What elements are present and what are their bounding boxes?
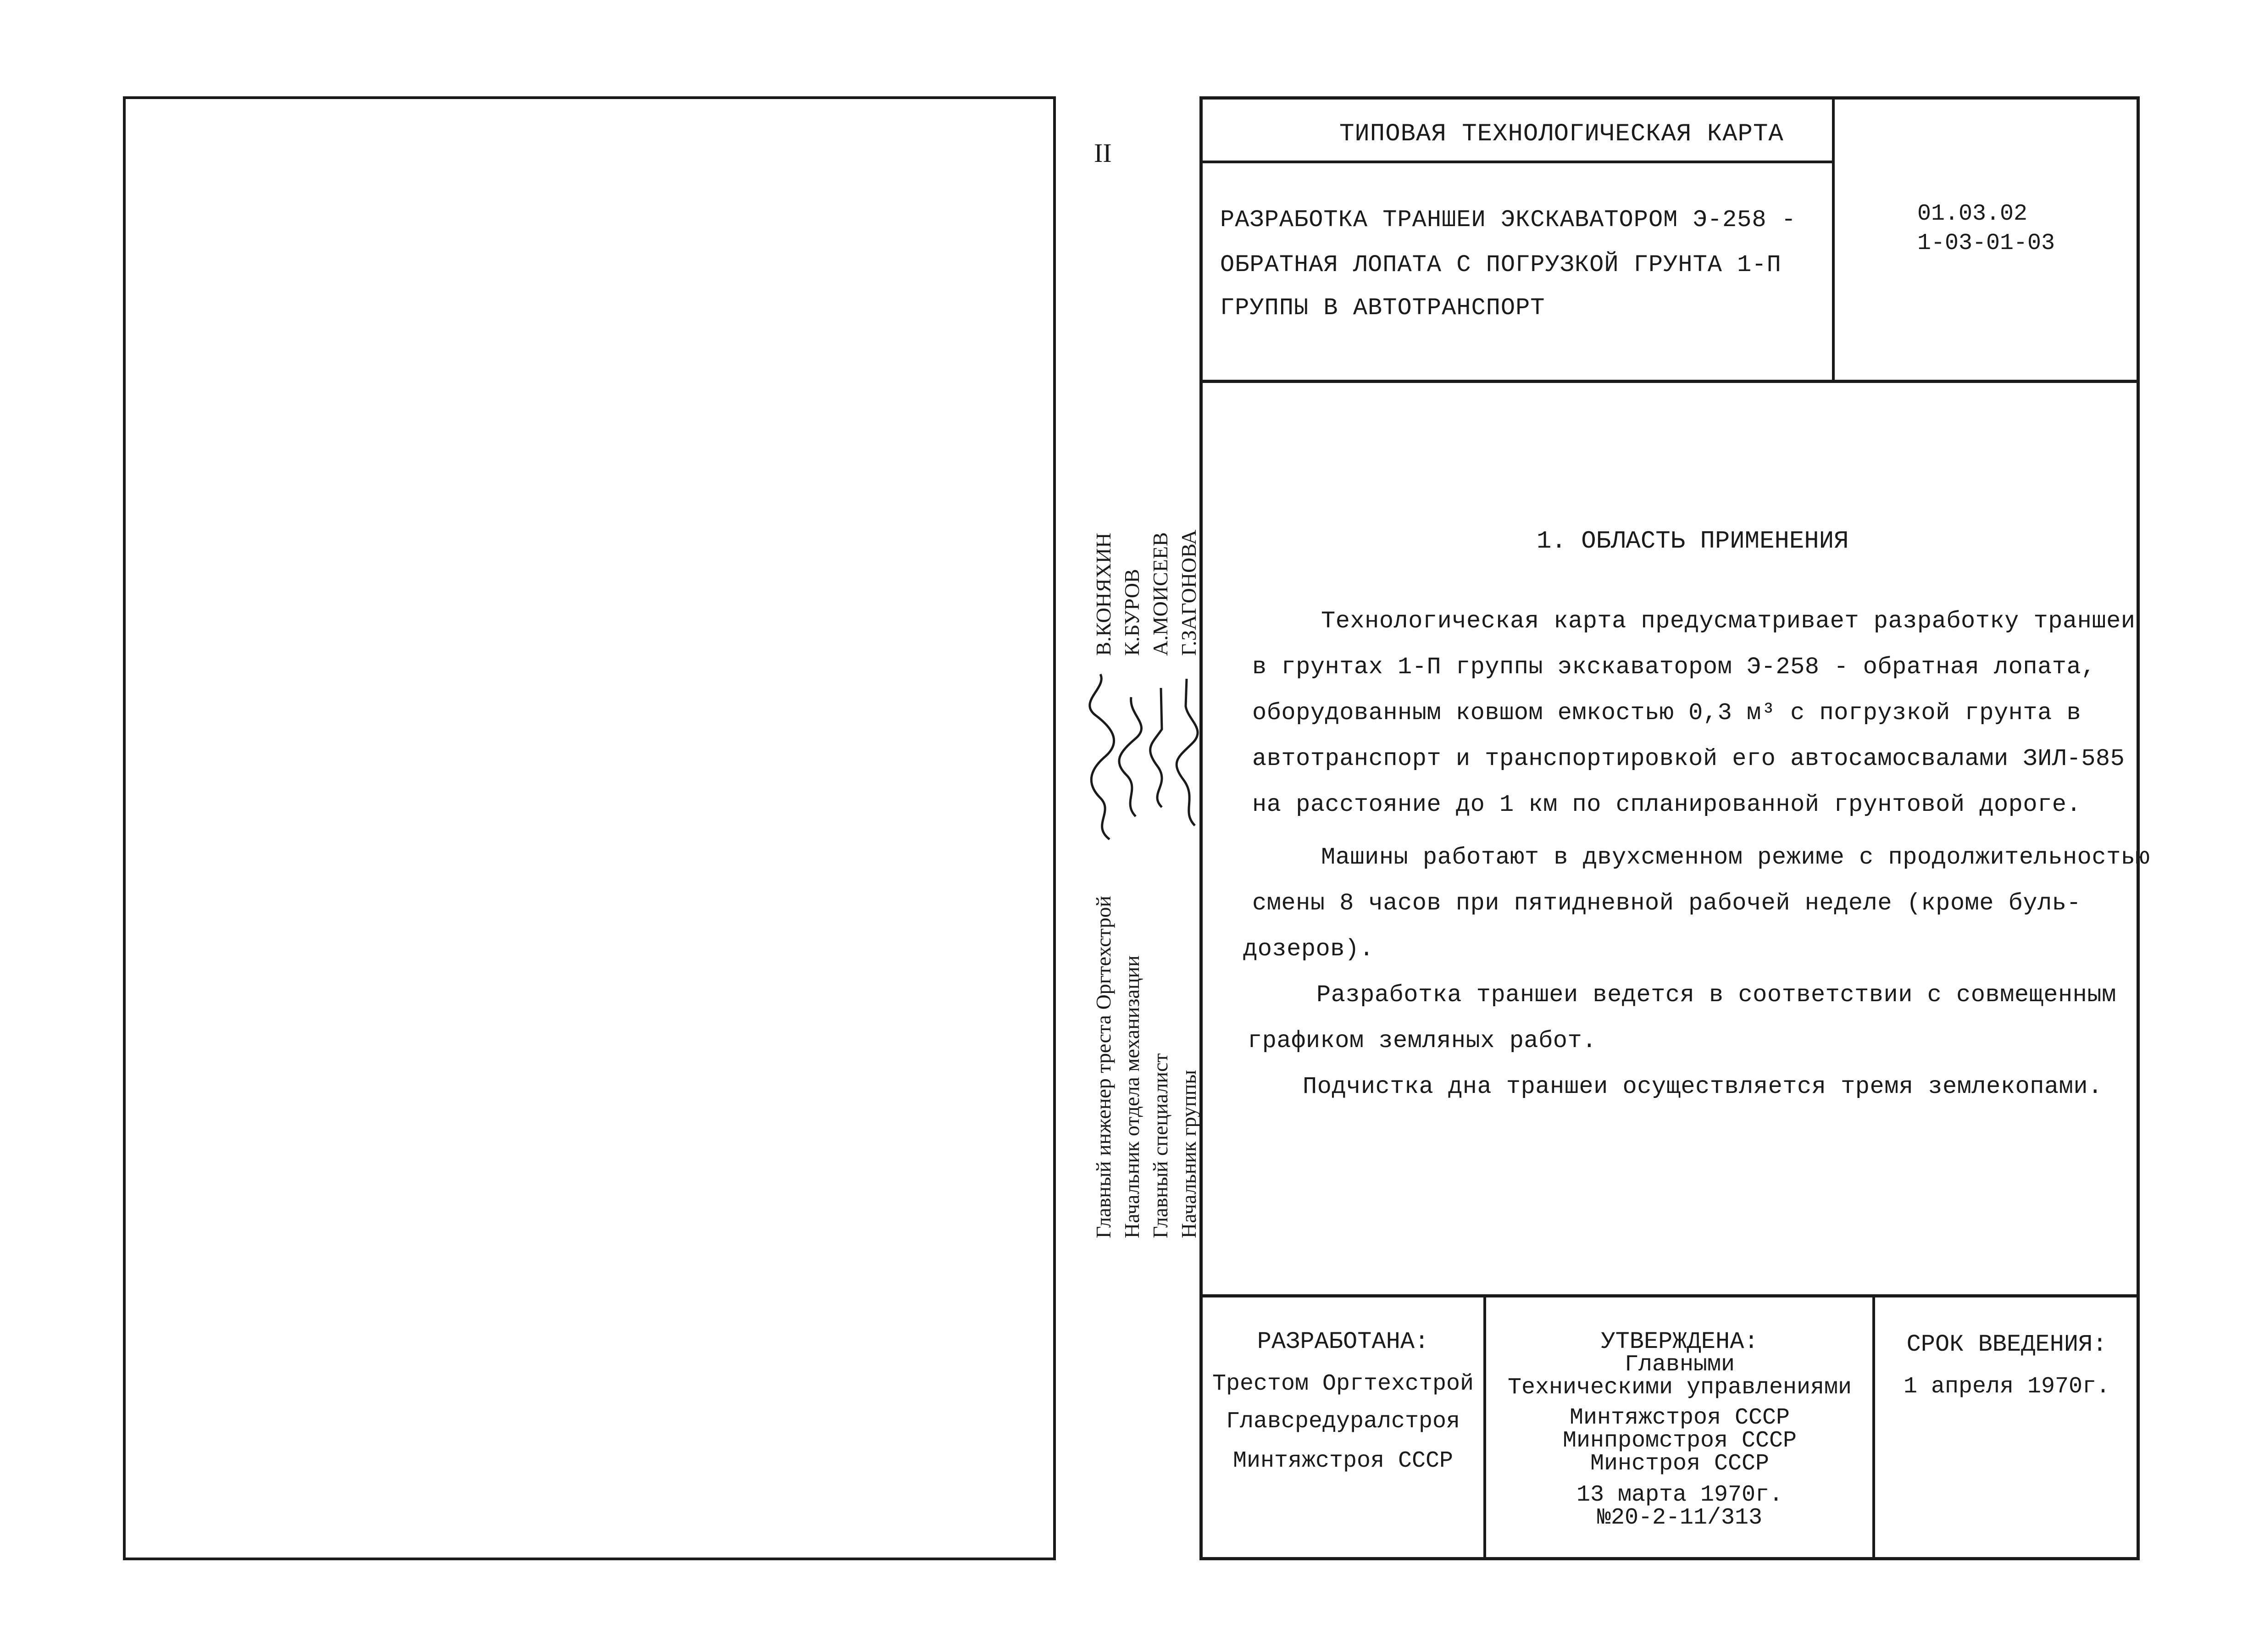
signature-role: Начальник группы [1177, 1070, 1200, 1238]
handwritten-signature [1143, 670, 1176, 844]
signature-row [1118, 413, 1146, 1238]
signature-block [1089, 413, 1209, 1238]
developed-label: РАЗРАБОТАНА: [1257, 1328, 1429, 1355]
signature-name: В.КОНЯХИН [1092, 532, 1115, 656]
effective-label: СРОК ВВЕДЕНИЯ: [1906, 1331, 2107, 1358]
page-number: II [1094, 138, 1112, 168]
body-text-line: Технологическая карта предусматривает разработку траншеи [1321, 608, 2136, 635]
body-text-line: дозеров). [1243, 936, 1374, 963]
document-title-line: ГРУППЫ В АВТОТРАНСПОРТ [1220, 294, 1545, 322]
document-number: 1-03-01-03 [1917, 230, 2055, 256]
signature-role: Главный инженер треста Оргтехстрой [1092, 896, 1115, 1238]
developed-by-cell [1203, 1300, 1483, 1557]
developed-org-line: Главсредуралстроя [1226, 1408, 1460, 1435]
header-bottom-border [1199, 380, 2140, 383]
signature-role: Главный специалист [1149, 1053, 1172, 1238]
body-text-line: Подчистка дна траншеи осуществляется тремя землекопами. [1303, 1073, 2103, 1100]
approved-by-cell [1487, 1300, 1872, 1557]
body-text-line: графиком земляных работ. [1248, 1027, 1597, 1054]
signature-row [1089, 413, 1118, 1238]
handwritten-signature [1115, 670, 1147, 844]
footer-top-border [1199, 1294, 2140, 1297]
handwritten-signature [1087, 670, 1119, 844]
document-title-line: ОБРАТНАЯ ЛОПАТА С ПОГРУЗКОЙ ГРУНТА 1-П [1220, 251, 1782, 278]
header-divider-horizontal [1199, 161, 1835, 163]
body-text-line: Машины работают в двухсменном режиме с продолжительностью [1321, 844, 2150, 871]
developed-org-line: Трестом Оргтехстрой [1212, 1371, 1474, 1397]
footer-divider [1872, 1294, 1875, 1560]
header-divider-vertical [1832, 96, 1835, 383]
signature-name: Г.ЗАГОНОВА [1177, 529, 1200, 656]
approved-org-line: Техническими управлениями [1507, 1375, 1852, 1401]
body-text-line: на расстояние до 1 км по спланированной грунтовой дороге. [1252, 791, 2081, 818]
approval-number: №20-2-11/313 [1597, 1505, 1763, 1531]
body-text-line: в грунтах 1-П группы экскаватором Э-258 - обратная лопата, [1252, 654, 2096, 681]
approval-date: 13 марта 1970г. [1576, 1482, 1783, 1508]
effective-date: 1 апреля 1970г. [1903, 1374, 2110, 1400]
body-text-line: оборудованным ковшом емкостью 0,3 м³ с погрузкой грунта в [1252, 699, 2081, 726]
signature-name: А.МОИСЕЕВ [1149, 532, 1172, 656]
body-text-line: автотранспорт и транспортировкой его автосамосвалами ЗИЛ-585 [1252, 745, 2125, 772]
body-text-line: смены 8 часов при пятидневной рабочей неделе (кроме буль- [1252, 890, 2081, 917]
footer-divider [1483, 1294, 1486, 1560]
signature-name: К.БУРОВ [1120, 569, 1143, 656]
approved-org-line: Минстроя СССР [1590, 1451, 1770, 1477]
body-text-line: Разработка траншеи ведется в соответствии с совмещенным [1316, 981, 2116, 1009]
document-code: 01.03.02 [1917, 201, 2028, 227]
left-blank-frame [123, 96, 1056, 1560]
developed-org-line: Минтяжстроя СССР [1232, 1448, 1454, 1474]
document-type: ТИПОВАЯ ТЕХНОЛОГИЧЕСКАЯ КАРТА [1339, 120, 1784, 148]
effective-date-cell [1876, 1300, 2137, 1557]
approved-org-line: Минтяжстроя СССР [1569, 1405, 1790, 1431]
section-heading: 1. ОБЛАСТЬ ПРИМЕНЕНИЯ [1537, 527, 1849, 555]
document-title-line: РАЗРАБОТКА ТРАНШЕИ ЭКСКАВАТОРОМ Э-258 - [1220, 206, 1796, 233]
signature-row [1175, 413, 1203, 1238]
signature-role: Начальник отдела механизации [1120, 955, 1143, 1238]
signature-row [1146, 413, 1175, 1238]
approved-org-line: Главными [1624, 1352, 1735, 1378]
approved-label: УТВЕРЖДЕНА: [1601, 1328, 1759, 1355]
approved-org-line: Минпромстроя СССР [1562, 1428, 1797, 1454]
